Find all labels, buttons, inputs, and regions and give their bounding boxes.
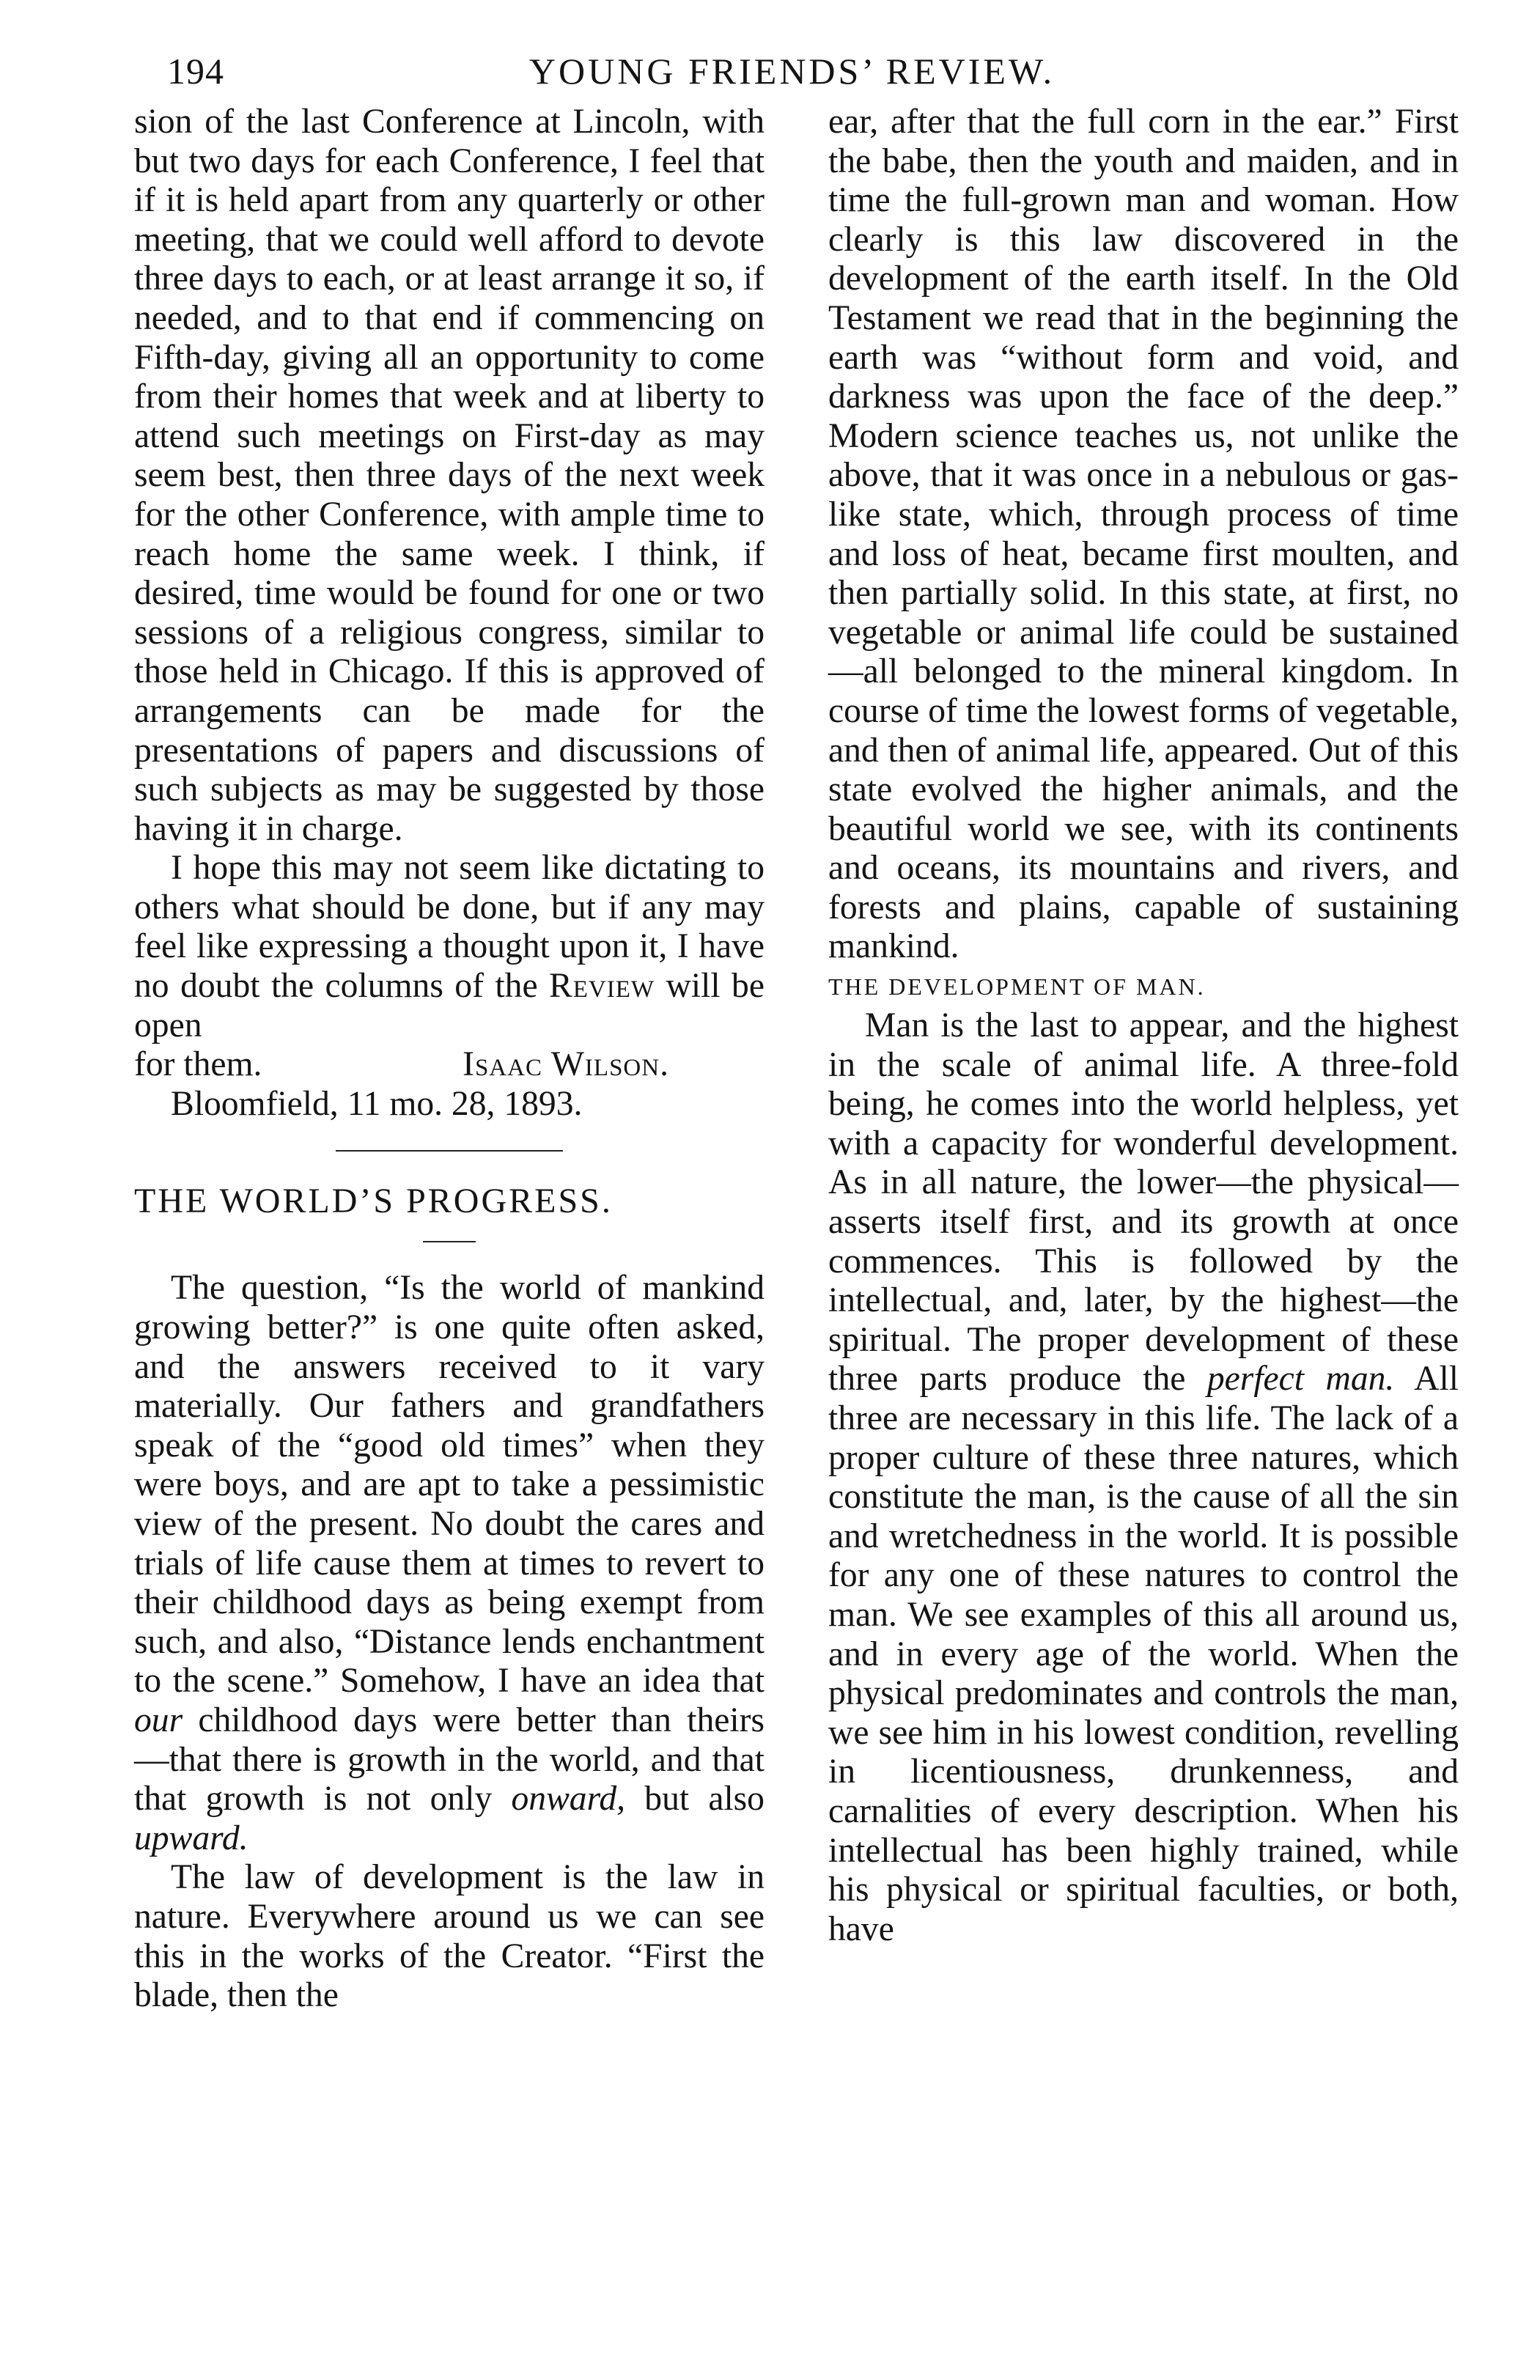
italic-onward: onward, (511, 1780, 626, 1819)
closing-text: I hope this may not seem like dictating to others what should be done, but if any may feel like expressing a thought upon it, I have no doubt the columns of the (134, 849, 765, 1006)
paragraph-text: All three are necessary in this life. The lack of a proper culture of these three natures, which constitute the man, is the cause of all the sin and wretchedness in the world. It is possible for any one of these natures to control the man. We see examples of this all around us, and in every age of the world. When the physical predominates and controls the man, we see him in his lowest condition, revelling in licentiousness, drunkenness, and carnalities of every description. When his intellectual has been highly trained, while his physical or spiritual faculties, or both, have (828, 1360, 1459, 1948)
running-title: YOUNG FRIENDS’ REVIEW. (528, 51, 1055, 92)
article-paragraph-2: The law of development is the law in nature. Everywhere around us we can see this in the works of the Creator. “First the blade, then the (134, 1858, 765, 2015)
paragraph-text: Man is the last to appear, and the highest in the scale of animal life. A three-fold being, he comes into the world helpless, yet with a capacity for wonderful development. As in all nature, the lower—the physical—asserts itself first, and its growth at once commences. This is followed by the intellectual, and, later, by the highest—the spiritual. The proper development of these three parts produce the (828, 1006, 1459, 1399)
author-signature: Isaac Wilson. (463, 1045, 669, 1084)
paragraph-text: childhood days were better than theirs —that there is growth in the world, and that that growth is not only (134, 1701, 765, 1819)
right-column (828, 103, 1459, 1949)
dateline: Bloomfield, 11 mo. 28, 1893. (171, 1084, 583, 1123)
paragraph-text: but also (644, 1780, 765, 1819)
italic-upward: upward. (134, 1819, 248, 1857)
closing-paragraph (134, 849, 765, 1045)
continued-paragraph: sion of the last Conference at Lincoln, with but two days for each Conference, I feel that if it is held apart from any quarterly or other meeting, that we could well afford to devote three days to each, or at least arrange it so, if needed, and to that end if commencing on Fifth-day, giving all an opportunity to come from their homes that week and at liberty to attend such meetings on First-day as may seem best, then three days of the next week for the other Conference, with ample time to reach home the same week. I think, if desired, time would be found for one or two sessions of a religious congress, similar to those held in Chicago. If this is approved of arrangements can be made for the presentations of papers and discussions of such subjects as may be suggested by those having it in charge. (134, 103, 765, 848)
article-paragraph-4 (828, 1006, 1459, 1949)
left-column (134, 103, 765, 2016)
article-paragraph-3: ear, after that the full corn in the ear.” First the babe, then the youth and maiden, and in time the full-grown man and woman. How clearly is this law discovered in the development of the earth itself. In the Old Testament we read that in the beginning the earth was “without form and void, and darkness was upon the face of the deep.” Modern science teaches us, not unlike the above, that it was once in a nebulous or gas-like state, which, through process of time and loss of heat, became first moulten, and then partially solid. In this state, at first, no vegetable or animal life could be sustained—all belonged to the mineral kingdom. In course of time the lowest forms of vegetable, and then of animal life, appeared. Out of this state evolved the higher animals, and the beautiful world we see, with its continents and oceans, its mountains and rivers, and forests and plains, capable of sustaining mankind. (828, 103, 1459, 966)
italic-perfect-man: perfect man. (1206, 1360, 1395, 1399)
title-divider (423, 1241, 476, 1242)
section-divider (336, 1150, 563, 1152)
section-heading: THE DEVELOPMENT OF MAN. (828, 973, 1206, 1001)
article-title: THE WORLD’S PROGRESS. (134, 1182, 613, 1221)
page-header (167, 45, 1373, 97)
article-paragraph-1 (134, 1269, 765, 1858)
signature-line (134, 1045, 765, 1085)
paragraph-text: The question, “Is the world of mankind growing better?” is one quite often asked, and the answers received to it vary materially. Our fathers and grandfathers speak of the “good old times” when they were boys, and are apt to take a pessimistic view of the present. No doubt the cares and trials of life cause them at times to revert to their childhood days as being exempt from such, and also, “Distance lends enchantment to the scene.” Somehow, I have an idea that (134, 1269, 765, 1701)
page-number: 194 (167, 51, 224, 92)
signature-lead: for them. (134, 1045, 262, 1084)
italic-our: our (134, 1701, 183, 1739)
review-word: Review (549, 967, 655, 1006)
closing-text-end: will be open (134, 967, 765, 1045)
